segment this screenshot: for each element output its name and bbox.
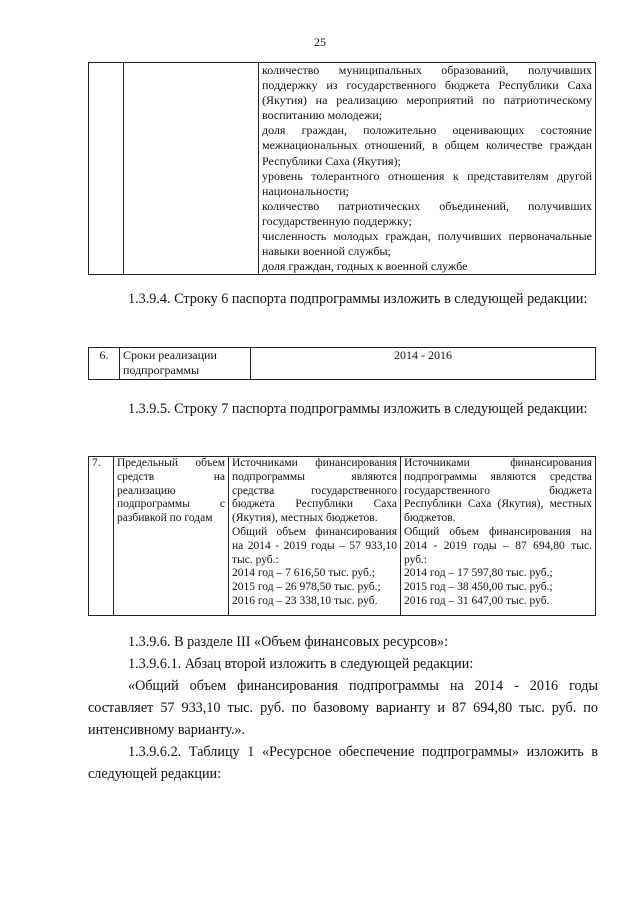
paragraph-1-3-9-6-1: 1.3.9.6.1. Абзац второй изложить в следующей редакции:: [128, 656, 474, 672]
row-number: 6.: [89, 348, 120, 380]
indicators-table-continuation: [88, 62, 596, 275]
funding-intensive-variant: [401, 457, 596, 616]
paragraph-1-3-9-6-2: 1.3.9.6.2. Таблицу 1 «Ресурсное обеспечение подпрограммы» изложить в следующей редакции:: [88, 744, 598, 782]
funding-year: 2015 год – 26 978,50 тыс. руб.;: [232, 581, 381, 594]
row-label: Сроки реализации подпрограммы: [120, 348, 251, 380]
indicator-line: уровень толерантного отношения к представителям другой национальности;: [262, 168, 592, 198]
funding-text: Источниками финансирования подпрограммы являются средства государственного бюджета Республики Саха (Якутия), местных бюджетов.: [232, 457, 397, 525]
table-cell-label: [124, 63, 259, 275]
row-7-table: [88, 456, 596, 616]
table-row: [89, 457, 596, 616]
row-number: 7.: [89, 457, 114, 616]
page-number: 25: [314, 35, 326, 49]
indicator-line: доля граждан, положительно оценивающих состояние межнациональных отношений, в общем количестве граждан Республики Саха (Якутия);: [262, 123, 592, 168]
funding-year: 2016 год – 31 647,00 тыс. руб.: [404, 594, 550, 607]
funding-base-variant: [229, 457, 401, 616]
indicator-line: численность молодых граждан, получивших первоначальные навыки военной службы;: [262, 229, 592, 259]
funding-year: 2016 год – 23 338,10 тыс. руб.: [232, 594, 378, 607]
funding-year: 2014 год – 17 597,80 тыс. руб.;: [404, 567, 553, 580]
row-value: 2014 - 2016: [251, 348, 596, 380]
row-label: Предельный объем средств на реализацию подпрограммы с разбивкой по годам: [114, 457, 229, 616]
indicator-line: количество патриотических объединений, получивших государственную поддержку;: [262, 198, 592, 228]
paragraph-1-3-9-4: 1.3.9.4. Строку 6 паспорта подпрограммы изложить в следующей редакции:: [128, 291, 588, 307]
indicator-line: количество муниципальных образований, получивших поддержку из государственного бюджета Республики Саха (Якутия) на реализацию мероприятий по патриотическому воспитанию молодежи;: [262, 63, 592, 123]
table-cell-number: [89, 63, 124, 275]
paragraph-1-3-9-5: 1.3.9.5. Строку 7 паспорта подпрограммы изложить в следующей редакции:: [128, 401, 588, 417]
paragraph-1-3-9-6: 1.3.9.6. В разделе III «Объем финансовых ресурсов»:: [128, 634, 449, 650]
table-cell-indicators: [259, 63, 596, 275]
row-6-table: [88, 347, 596, 380]
quoted-paragraph: «Общий объем финансирования подпрограммы на 2014 - 2016 годы составляет 57 933,10 тыс. руб. по базовому варианту и 87 694,80 тыс. руб. по интенсивному варианту.».: [88, 678, 598, 738]
funding-year: 2015 год – 38 450,00 тыс. руб.;: [404, 581, 553, 594]
table-row: [89, 348, 596, 380]
indicator-line: доля граждан, годных к военной службе: [262, 259, 468, 274]
funding-total: Общий объем финансирования на 2014 - 2019 годы – 87 694,80 тыс. руб.:: [404, 525, 592, 566]
funding-text: Источниками финансирования подпрограммы являются средства государственного бюджета Республики Саха (Якутия), местных бюджетов.: [404, 457, 592, 525]
funding-year: 2014 год – 7 616,50 тыс. руб.;: [232, 567, 375, 580]
funding-total: Общий объем финансирования на 2014 - 2019 годы – 57 933,10 тыс. руб.:: [232, 525, 397, 566]
table-row: [89, 63, 596, 275]
